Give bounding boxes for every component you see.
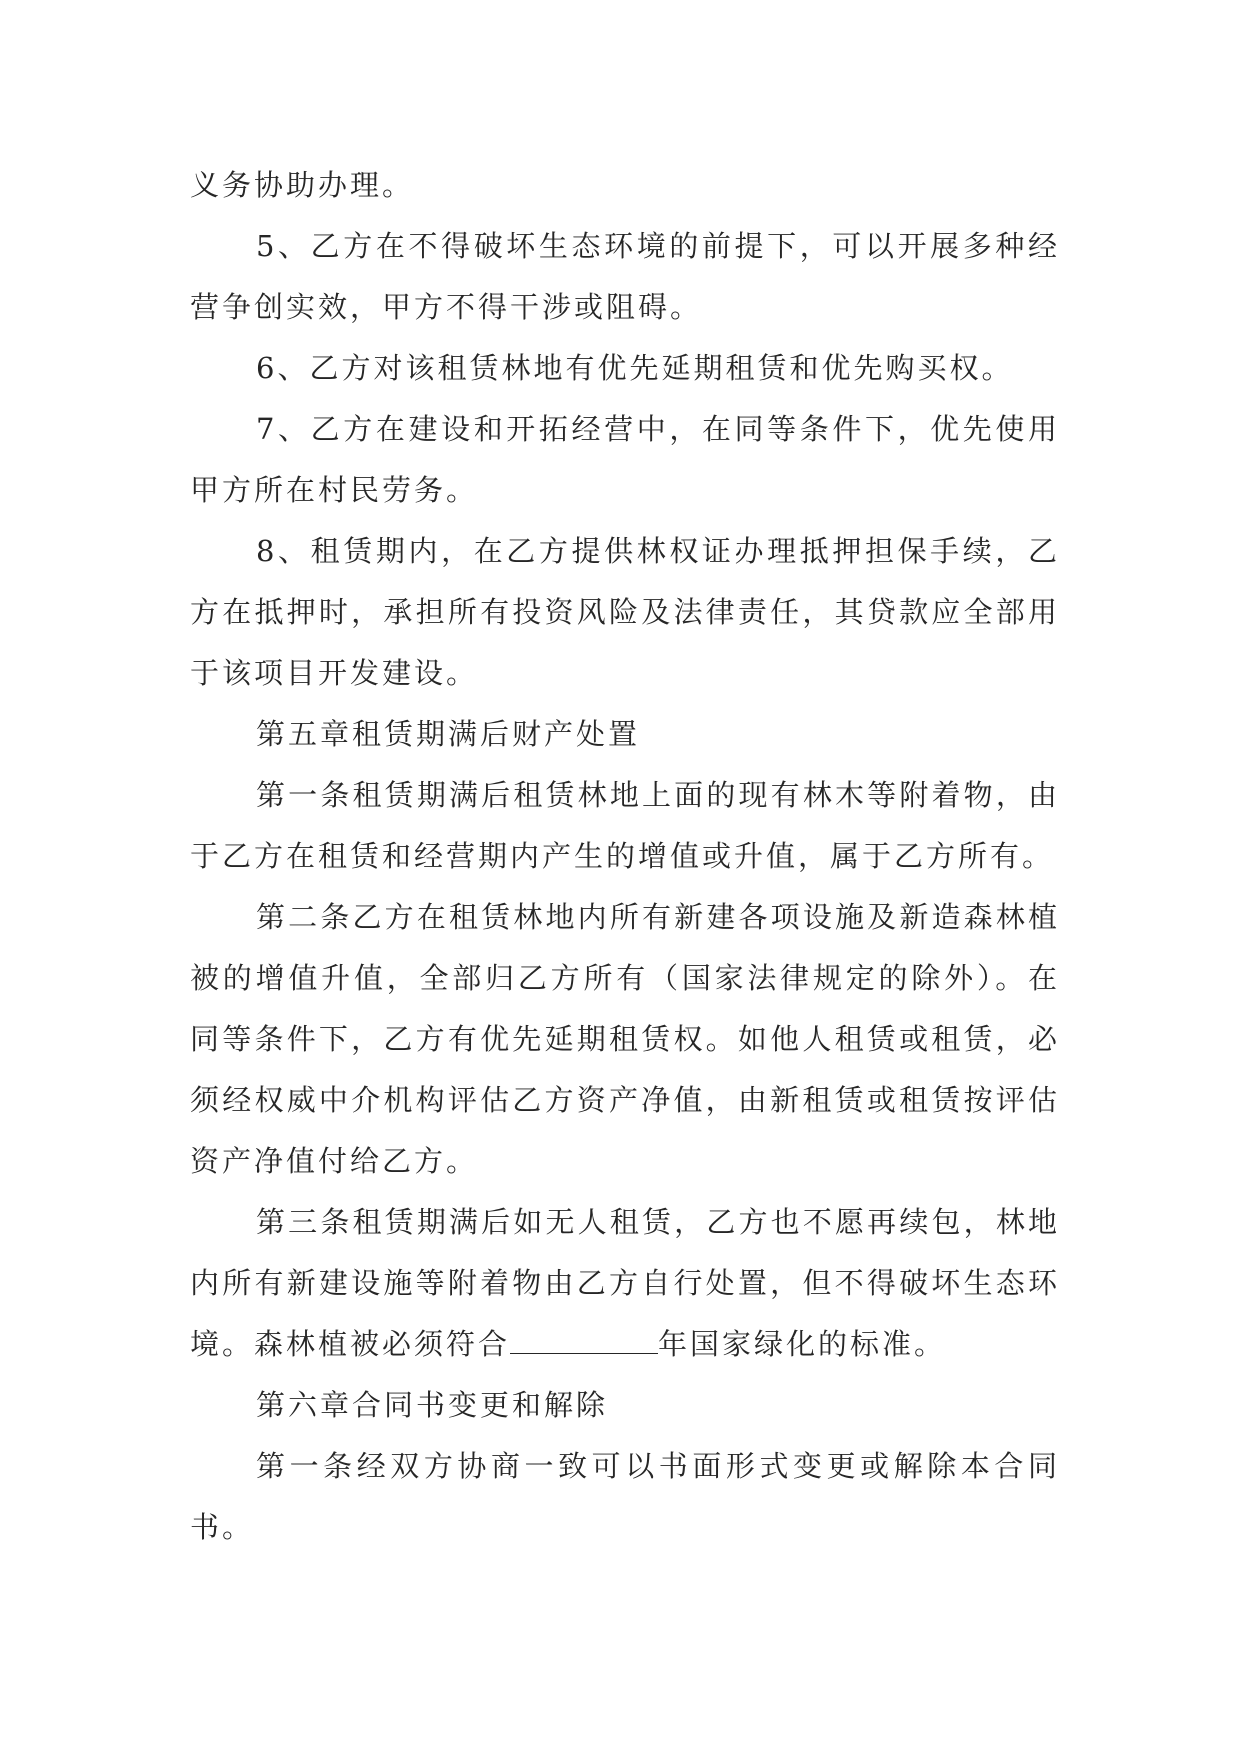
fill-in-blank-line [510,1327,658,1354]
article-three-text-before-blank: 第三条租赁期满后如无人租赁，乙方也不愿再续包，林地内所有新建设施等附着物由乙方自行处置，但不得破坏生态环境。森林植被必须符合 [190,1205,1060,1361]
paragraph-item-8: 8、租赁期内，在乙方提供林权证办理抵押担保手续，乙方在抵押时，承担所有投资风险及法律责任，其贷款应全部用于该项目开发建设。 [190,534,1060,690]
chapter-six-article-one: 第一条经双方协商一致可以书面形式变更或解除本合同书。 [190,1449,1060,1544]
paragraph-item-7: 7、乙方在建设和开拓经营中，在同等条件下，优先使用甲方所在村民劳务。 [190,412,1060,507]
paragraph-item-6: 6、乙方对该租赁林地有优先延期租赁和优先购买权。 [256,351,1014,385]
chapter-five-article-two: 第二条乙方在租赁林地内所有新建各项设施及新造森林植被的增值升值，全部归乙方所有（国家法律规定的除外）。在同等条件下，乙方有优先延期租赁权。如他人租赁或租赁，必须经权威中介机构评估乙方资产净值，由新租赁或租赁按评估资产净值付给乙方。 [190,900,1060,1178]
paragraph-item-5: 5、乙方在不得破坏生态环境的前提下，可以开展多种经营争创实效，甲方不得干涉或阻碍。 [190,229,1060,324]
paragraph-continuation: 义务协助办理。 [190,168,415,202]
document-body [190,155,1060,1558]
chapter-six-heading: 第六章合同书变更和解除 [256,1388,609,1422]
chapter-five-article-three [190,1192,1060,1375]
chapter-five-article-one: 第一条租赁期满后租赁林地上面的现有林木等附着物，由于乙方在租赁和经营期内产生的增值或升值，属于乙方所有。 [190,778,1060,873]
article-three-text-after-blank: 年国家绿化的标准。 [658,1327,947,1361]
chapter-five-heading: 第五章租赁期满后财产处置 [256,717,641,751]
